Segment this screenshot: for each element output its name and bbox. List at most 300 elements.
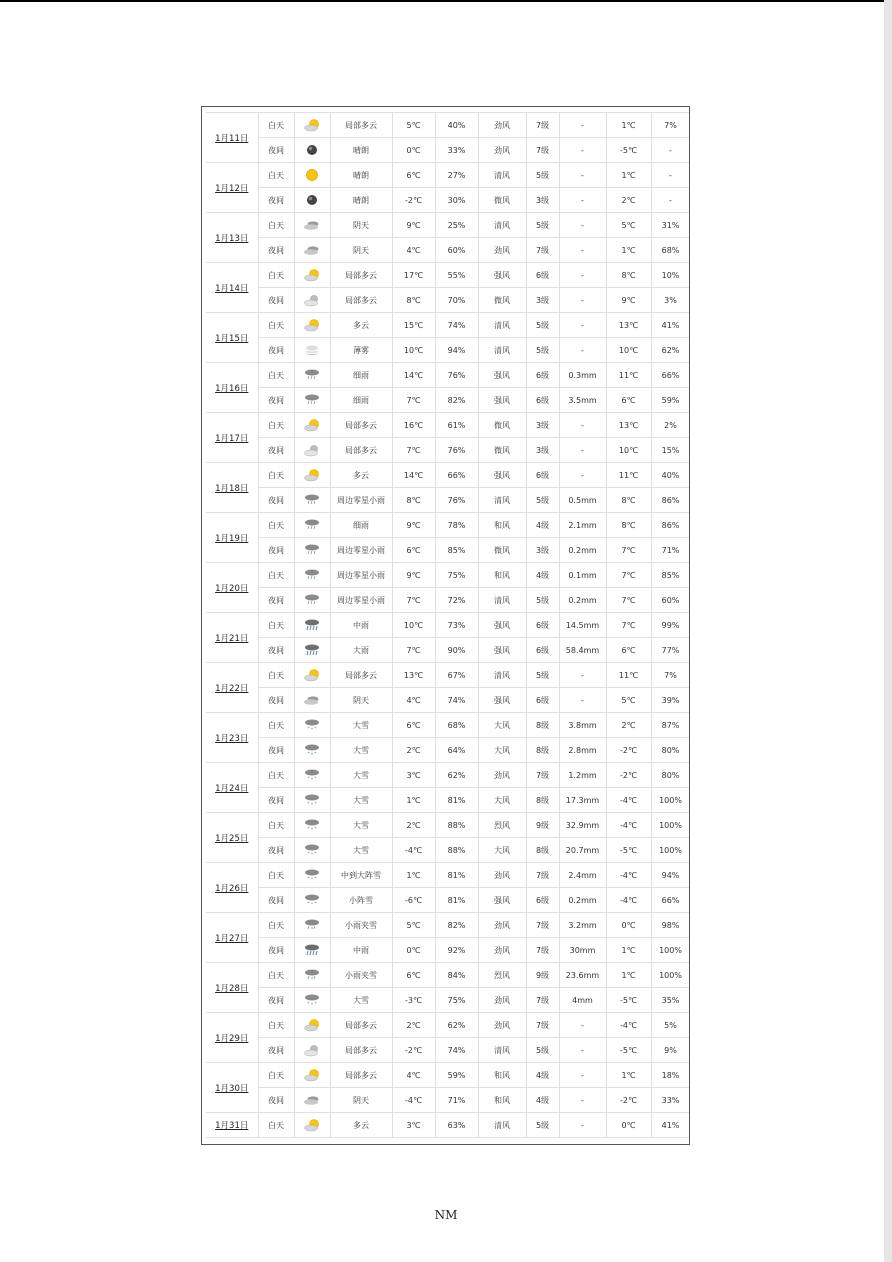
wind-level-cell: 7级 (526, 763, 559, 788)
temperature-cell: 13℃ (392, 663, 435, 688)
cloud-cover-cell: 41% (651, 313, 690, 338)
precipitation-cell: 0.2mm (559, 888, 606, 913)
weather-icon-cell (294, 838, 330, 863)
date-link[interactable]: 1月24日 (206, 763, 258, 813)
period-cell: 夜间 (258, 538, 294, 563)
period-cell: 夜间 (258, 438, 294, 463)
wind-level-cell: 5级 (526, 488, 559, 513)
humidity-cell: 81% (435, 863, 478, 888)
wind-level-cell: 8级 (526, 738, 559, 763)
humidity-cell: 88% (435, 813, 478, 838)
cloud-cover-cell: 33% (651, 1088, 690, 1113)
weather-icon-cell (294, 163, 330, 188)
period-cell: 白天 (258, 813, 294, 838)
weather-cell: 局部多云 (330, 263, 392, 288)
wind-level-cell: 5级 (526, 1038, 559, 1063)
table-row (206, 363, 690, 388)
temperature-cell: 2℃ (392, 738, 435, 763)
period-cell: 夜间 (258, 388, 294, 413)
wind-cell: 强风 (478, 263, 526, 288)
date-link[interactable]: 1月27日 (206, 913, 258, 963)
weather-icon-cell (294, 113, 330, 138)
table-row (206, 513, 690, 538)
temperature-cell: 4℃ (392, 1063, 435, 1088)
weather-icon-cell (294, 738, 330, 763)
precipitation-cell: - (559, 138, 606, 163)
precipitation-cell: 58.4mm (559, 638, 606, 663)
dew-point-cell: 1℃ (606, 963, 651, 988)
wind-level-cell: 7级 (526, 988, 559, 1013)
table-row (206, 138, 690, 163)
temperature-cell: 0℃ (392, 938, 435, 963)
precipitation-cell: - (559, 263, 606, 288)
cloud-cover-cell: 10% (651, 263, 690, 288)
weather-cell: 大雨 (330, 638, 392, 663)
period-cell: 夜间 (258, 588, 294, 613)
fog-icon (303, 343, 321, 357)
precipitation-cell: - (559, 663, 606, 688)
wind-level-cell: 5级 (526, 313, 559, 338)
precipitation-cell: - (559, 1013, 606, 1038)
temperature-cell: 6℃ (392, 538, 435, 563)
weather-icon-cell (294, 1063, 330, 1088)
table-row (206, 413, 690, 438)
wind-level-cell: 6级 (526, 388, 559, 413)
date-link[interactable]: 1月16日 (206, 363, 258, 413)
wind-cell: 微风 (478, 188, 526, 213)
date-link[interactable]: 1月23日 (206, 713, 258, 763)
cloud-cover-cell: 40% (651, 463, 690, 488)
table-row (206, 638, 690, 663)
cloud-cover-cell: 59% (651, 388, 690, 413)
date-link[interactable]: 1月11日 (206, 113, 258, 163)
table-row (206, 163, 690, 188)
page-top-rule (0, 0, 892, 2)
wind-cell: 烈风 (478, 963, 526, 988)
wind-level-cell: 9级 (526, 813, 559, 838)
weather-cell: 阴天 (330, 213, 392, 238)
date-link[interactable]: 1月25日 (206, 813, 258, 863)
temperature-cell: 1℃ (392, 863, 435, 888)
cloud-cover-cell: 68% (651, 238, 690, 263)
weather-cell: 大雪 (330, 813, 392, 838)
temperature-cell: 0℃ (392, 138, 435, 163)
wind-level-cell: 7级 (526, 1013, 559, 1038)
weather-cell: 多云 (330, 313, 392, 338)
weather-cell: 大雪 (330, 763, 392, 788)
wind-cell: 劲风 (478, 1013, 526, 1038)
precipitation-cell: - (559, 1088, 606, 1113)
snow-icon (303, 868, 321, 882)
date-link[interactable]: 1月30日 (206, 1063, 258, 1113)
humidity-cell: 74% (435, 313, 478, 338)
date-link[interactable]: 1月19日 (206, 513, 258, 563)
wind-cell: 强风 (478, 888, 526, 913)
weather-cell: 局部多云 (330, 113, 392, 138)
humidity-cell: 55% (435, 263, 478, 288)
cloud-cover-cell: 2% (651, 413, 690, 438)
humidity-cell: 81% (435, 788, 478, 813)
weather-icon-cell (294, 413, 330, 438)
period-cell: 白天 (258, 713, 294, 738)
weather-cell: 多云 (330, 1113, 392, 1138)
period-cell: 白天 (258, 763, 294, 788)
humidity-cell: 63% (435, 1113, 478, 1138)
heavy-rain-icon (303, 643, 321, 657)
wind-cell: 大风 (478, 788, 526, 813)
humidity-cell: 81% (435, 888, 478, 913)
weather-cell: 中到大阵雪 (330, 863, 392, 888)
dew-point-cell: 13℃ (606, 313, 651, 338)
wind-level-cell: 6级 (526, 888, 559, 913)
weather-cell: 中雨 (330, 938, 392, 963)
weather-cell: 局部多云 (330, 288, 392, 313)
rain-icon (303, 493, 321, 507)
date-link[interactable]: 1月13日 (206, 213, 258, 263)
temperature-cell: 7℃ (392, 438, 435, 463)
rain-icon (303, 543, 321, 557)
weather-cell: 局部多云 (330, 1013, 392, 1038)
snow-icon (303, 718, 321, 732)
precipitation-cell: 32.9mm (559, 813, 606, 838)
humidity-cell: 78% (435, 513, 478, 538)
table-row (206, 288, 690, 313)
weather-cell: 小雨夹雪 (330, 963, 392, 988)
period-cell: 夜间 (258, 738, 294, 763)
cloud-cover-cell: 5% (651, 1013, 690, 1038)
weather-cell: 大雪 (330, 738, 392, 763)
wind-level-cell: 6级 (526, 688, 559, 713)
date-link[interactable]: 1月12日 (206, 163, 258, 213)
temperature-cell: 14℃ (392, 463, 435, 488)
wind-cell: 清风 (478, 163, 526, 188)
temperature-cell: -3℃ (392, 988, 435, 1013)
table-row (206, 838, 690, 863)
wind-level-cell: 3级 (526, 438, 559, 463)
weather-cell: 大雪 (330, 713, 392, 738)
rain-icon (303, 368, 321, 382)
precipitation-cell: 3.2mm (559, 913, 606, 938)
temperature-cell: 7℃ (392, 588, 435, 613)
wind-cell: 清风 (478, 663, 526, 688)
period-cell: 夜间 (258, 638, 294, 663)
period-cell: 白天 (258, 1063, 294, 1088)
partly-cloudy-night-icon (303, 443, 321, 457)
wind-level-cell: 3级 (526, 538, 559, 563)
weather-icon-cell (294, 438, 330, 463)
temperature-cell: 2℃ (392, 1013, 435, 1038)
wind-cell: 劲风 (478, 763, 526, 788)
dew-point-cell: 7℃ (606, 538, 651, 563)
dew-point-cell: 6℃ (606, 638, 651, 663)
weather-cell: 细雨 (330, 513, 392, 538)
table-row (206, 263, 690, 288)
precipitation-cell: - (559, 163, 606, 188)
cloud-cover-cell: 18% (651, 1063, 690, 1088)
weather-icon-cell (294, 388, 330, 413)
wind-cell: 强风 (478, 463, 526, 488)
snow-icon (303, 743, 321, 757)
partly-cloudy-icon (303, 668, 321, 682)
dew-point-cell: -4℃ (606, 863, 651, 888)
precipitation-cell: 0.5mm (559, 488, 606, 513)
period-cell: 夜间 (258, 338, 294, 363)
weather-cell: 晴朗 (330, 163, 392, 188)
dew-point-cell: 1℃ (606, 938, 651, 963)
date-link[interactable]: 1月21日 (206, 613, 258, 663)
partly-cloudy-icon (303, 418, 321, 432)
temperature-cell: -4℃ (392, 1088, 435, 1113)
wind-cell: 强风 (478, 388, 526, 413)
weather-icon-cell (294, 713, 330, 738)
partly-cloudy-night-icon (303, 1043, 321, 1057)
rain-icon (303, 568, 321, 582)
weather-cell: 周边零星小雨 (330, 488, 392, 513)
precipitation-cell: - (559, 688, 606, 713)
period-cell: 白天 (258, 463, 294, 488)
wind-cell: 大风 (478, 738, 526, 763)
cloud-cover-cell: 7% (651, 663, 690, 688)
weather-icon-cell (294, 988, 330, 1013)
weather-icon-cell (294, 663, 330, 688)
weather-cell: 细雨 (330, 388, 392, 413)
temperature-cell: 4℃ (392, 238, 435, 263)
wind-level-cell: 7级 (526, 113, 559, 138)
weather-forecast-table (206, 112, 690, 1138)
wind-cell: 清风 (478, 313, 526, 338)
precipitation-cell: - (559, 1113, 606, 1138)
wind-cell: 烈风 (478, 813, 526, 838)
temperature-cell: -2℃ (392, 1038, 435, 1063)
wind-cell: 清风 (478, 1113, 526, 1138)
date-link[interactable]: 1月31日 (206, 1113, 258, 1138)
dew-point-cell: -2℃ (606, 763, 651, 788)
dew-point-cell: 10℃ (606, 438, 651, 463)
partly-cloudy-icon (303, 468, 321, 482)
table-row (206, 738, 690, 763)
clear-night-icon (303, 143, 321, 157)
weather-cell: 周边零星小雨 (330, 563, 392, 588)
weather-cell: 局部多云 (330, 663, 392, 688)
table-row (206, 388, 690, 413)
humidity-cell: 74% (435, 688, 478, 713)
table-row (206, 588, 690, 613)
weather-icon-cell (294, 1113, 330, 1138)
dew-point-cell: 9℃ (606, 288, 651, 313)
temperature-cell: 16℃ (392, 413, 435, 438)
overcast-icon (303, 243, 321, 257)
temperature-cell: 6℃ (392, 963, 435, 988)
date-link[interactable]: 1月26日 (206, 863, 258, 913)
temperature-cell: 3℃ (392, 763, 435, 788)
heavy-rain-icon (303, 618, 321, 632)
wind-cell: 清风 (478, 1038, 526, 1063)
weather-cell: 周边零星小雨 (330, 538, 392, 563)
wind-cell: 清风 (478, 338, 526, 363)
dew-point-cell: 1℃ (606, 238, 651, 263)
table-row (206, 563, 690, 588)
dew-point-cell: -5℃ (606, 138, 651, 163)
date-link[interactable]: 1月17日 (206, 413, 258, 463)
period-cell: 白天 (258, 963, 294, 988)
partly-cloudy-icon (303, 268, 321, 282)
dew-point-cell: 13℃ (606, 413, 651, 438)
period-cell: 白天 (258, 163, 294, 188)
cloud-cover-cell: 87% (651, 713, 690, 738)
table-row (206, 788, 690, 813)
wind-cell: 大风 (478, 713, 526, 738)
temperature-cell: 15℃ (392, 313, 435, 338)
humidity-cell: 66% (435, 463, 478, 488)
wind-cell: 劲风 (478, 113, 526, 138)
temperature-cell: 6℃ (392, 163, 435, 188)
humidity-cell: 62% (435, 1013, 478, 1038)
sunny-icon (303, 168, 321, 182)
partly-cloudy-icon (303, 1118, 321, 1132)
table-row (206, 488, 690, 513)
table-row (206, 238, 690, 263)
precipitation-cell: - (559, 338, 606, 363)
weather-icon-cell (294, 188, 330, 213)
wind-cell: 微风 (478, 438, 526, 463)
temperature-cell: 7℃ (392, 388, 435, 413)
period-cell: 夜间 (258, 688, 294, 713)
period-cell: 白天 (258, 513, 294, 538)
cloud-cover-cell: 9% (651, 1038, 690, 1063)
cloud-cover-cell: 66% (651, 888, 690, 913)
precipitation-cell: - (559, 188, 606, 213)
humidity-cell: 71% (435, 1088, 478, 1113)
date-link[interactable]: 1月14日 (206, 263, 258, 313)
dew-point-cell: 0℃ (606, 913, 651, 938)
weather-icon-cell (294, 913, 330, 938)
weather-icon-cell (294, 788, 330, 813)
wind-level-cell: 3级 (526, 188, 559, 213)
date-link[interactable]: 1月18日 (206, 463, 258, 513)
wind-cell: 清风 (478, 213, 526, 238)
wind-level-cell: 7级 (526, 863, 559, 888)
weather-icon-cell (294, 638, 330, 663)
table-row (206, 463, 690, 488)
weather-cell: 局部多云 (330, 438, 392, 463)
date-link[interactable]: 1月29日 (206, 1013, 258, 1063)
weather-icon-cell (294, 963, 330, 988)
wind-cell: 劲风 (478, 988, 526, 1013)
precipitation-cell: - (559, 288, 606, 313)
table-row (206, 1113, 690, 1138)
table-row (206, 438, 690, 463)
temperature-cell: 6℃ (392, 713, 435, 738)
humidity-cell: 40% (435, 113, 478, 138)
cloud-cover-cell: 80% (651, 763, 690, 788)
date-link[interactable]: 1月15日 (206, 313, 258, 363)
wind-level-cell: 8级 (526, 838, 559, 863)
date-link[interactable]: 1月28日 (206, 963, 258, 1013)
humidity-cell: 92% (435, 938, 478, 963)
weather-icon-cell (294, 313, 330, 338)
wind-cell: 劲风 (478, 938, 526, 963)
wind-cell: 和风 (478, 563, 526, 588)
wind-level-cell: 7级 (526, 138, 559, 163)
weather-icon-cell (294, 813, 330, 838)
table-row (206, 713, 690, 738)
period-cell: 白天 (258, 313, 294, 338)
dew-point-cell: 8℃ (606, 513, 651, 538)
cloud-cover-cell: 60% (651, 588, 690, 613)
humidity-cell: 27% (435, 163, 478, 188)
cloud-cover-cell: 100% (651, 813, 690, 838)
precipitation-cell: 3.8mm (559, 713, 606, 738)
temperature-cell: -6℃ (392, 888, 435, 913)
date-link[interactable]: 1月22日 (206, 663, 258, 713)
cloud-cover-cell: 71% (651, 538, 690, 563)
humidity-cell: 68% (435, 713, 478, 738)
table-row (206, 863, 690, 888)
weather-cell: 中雨 (330, 613, 392, 638)
wind-cell: 大风 (478, 838, 526, 863)
period-cell: 白天 (258, 363, 294, 388)
rain-icon (303, 518, 321, 532)
date-link[interactable]: 1月20日 (206, 563, 258, 613)
wind-level-cell: 7级 (526, 238, 559, 263)
period-cell: 夜间 (258, 188, 294, 213)
cloud-cover-cell: 98% (651, 913, 690, 938)
precipitation-cell: - (559, 1038, 606, 1063)
partly-cloudy-icon (303, 1018, 321, 1032)
cloud-cover-cell: 41% (651, 1113, 690, 1138)
precipitation-cell: 3.5mm (559, 388, 606, 413)
period-cell: 夜间 (258, 988, 294, 1013)
temperature-cell: 9℃ (392, 513, 435, 538)
weather-cell: 小雨夹雪 (330, 913, 392, 938)
precipitation-cell: 17.3mm (559, 788, 606, 813)
partly-cloudy-night-icon (303, 293, 321, 307)
precipitation-cell: 2.8mm (559, 738, 606, 763)
precipitation-cell: 14.5mm (559, 613, 606, 638)
temperature-cell: 5℃ (392, 913, 435, 938)
precipitation-cell: 20.7mm (559, 838, 606, 863)
period-cell: 白天 (258, 113, 294, 138)
period-cell: 白天 (258, 863, 294, 888)
humidity-cell: 76% (435, 438, 478, 463)
period-cell: 夜间 (258, 238, 294, 263)
weather-icon-cell (294, 763, 330, 788)
wind-cell: 和风 (478, 1063, 526, 1088)
table-row (206, 213, 690, 238)
temperature-cell: 8℃ (392, 488, 435, 513)
partly-cloudy-icon (303, 318, 321, 332)
dew-point-cell: 2℃ (606, 713, 651, 738)
weather-icon-cell (294, 1038, 330, 1063)
heavy-rain-icon (303, 943, 321, 957)
weather-icon-cell (294, 613, 330, 638)
wind-cell: 强风 (478, 688, 526, 713)
precipitation-cell: - (559, 413, 606, 438)
precipitation-cell: - (559, 463, 606, 488)
dew-point-cell: 7℃ (606, 613, 651, 638)
dew-point-cell: 2℃ (606, 188, 651, 213)
humidity-cell: 76% (435, 363, 478, 388)
cloud-cover-cell: 7% (651, 113, 690, 138)
table-row (206, 963, 690, 988)
humidity-cell: 73% (435, 613, 478, 638)
humidity-cell: 72% (435, 588, 478, 613)
cloud-cover-cell: 3% (651, 288, 690, 313)
weather-cell: 阴天 (330, 1088, 392, 1113)
period-cell: 夜间 (258, 138, 294, 163)
cloud-cover-cell: 100% (651, 788, 690, 813)
weather-icon-cell (294, 488, 330, 513)
